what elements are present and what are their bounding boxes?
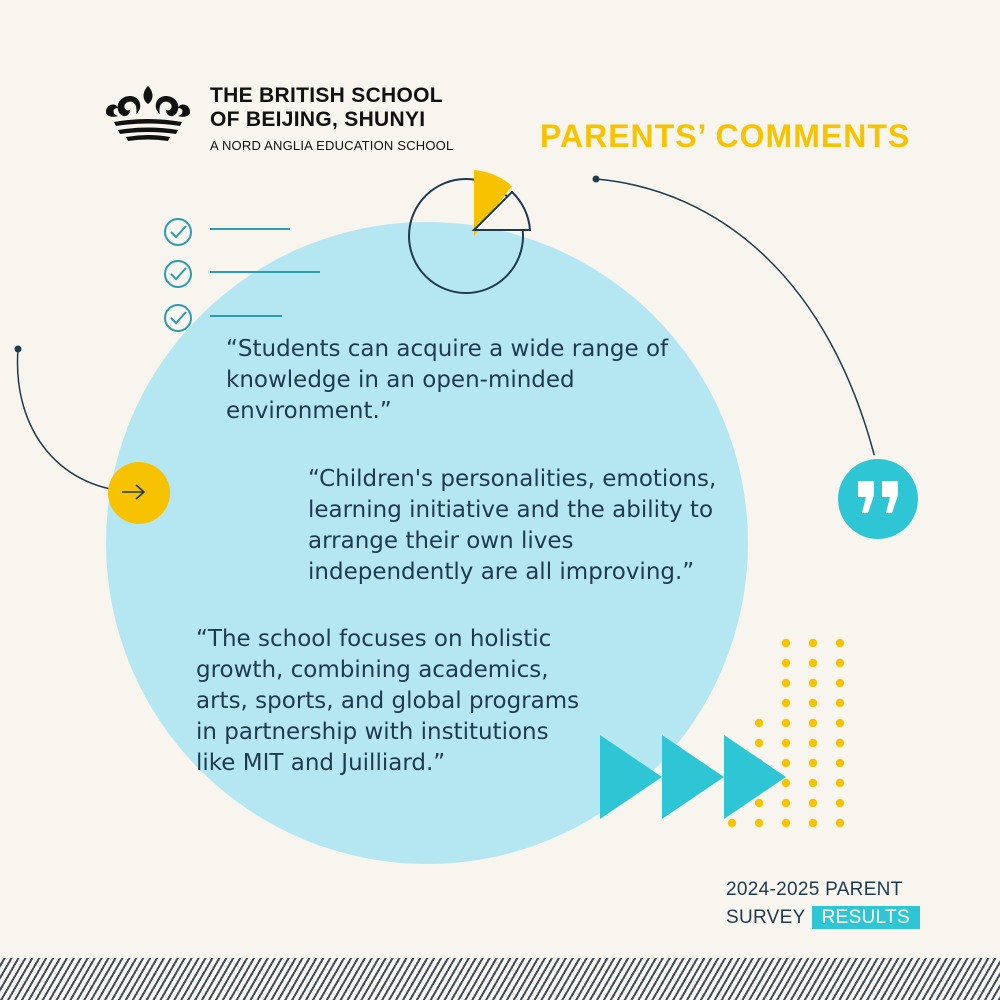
quote-line: knowledge in an open-minded	[226, 367, 575, 393]
yellow-dot	[809, 739, 817, 747]
school-name-line1: THE BRITISH SCHOOL	[210, 84, 443, 107]
yellow-dot	[755, 739, 763, 747]
yellow-dot	[836, 819, 844, 827]
checklist-icon	[165, 219, 320, 331]
yellow-dot	[755, 819, 763, 827]
results-badge: RESULTS	[812, 906, 920, 929]
footer-survey-label: SURVEY	[726, 907, 806, 928]
quote-3	[196, 624, 579, 779]
yellow-dot	[782, 719, 790, 727]
yellow-dot	[836, 639, 844, 647]
yellow-dot	[809, 659, 817, 667]
quote-line: environment.”	[226, 398, 392, 424]
quote-2	[308, 464, 716, 588]
quote-line: arts, sports, and global programs	[196, 688, 580, 714]
yellow-dot	[809, 639, 817, 647]
yellow-dot	[836, 719, 844, 727]
arrow-right-icon	[108, 462, 170, 524]
quote-marks-icon	[838, 459, 918, 539]
yellow-dot	[782, 639, 790, 647]
yellow-dot	[809, 799, 817, 807]
yellow-dot	[755, 719, 763, 727]
yellow-dot	[809, 779, 817, 787]
yellow-dot	[782, 659, 790, 667]
yellow-dot	[755, 799, 763, 807]
yellow-dot	[809, 819, 817, 827]
yellow-dot	[836, 679, 844, 687]
yellow-dot	[836, 699, 844, 707]
survey-footer	[726, 876, 920, 932]
quote-1	[226, 334, 668, 427]
yellow-dot	[836, 779, 844, 787]
yellow-dot	[782, 699, 790, 707]
footer-line2	[726, 904, 920, 932]
school-name-line2: OF BEIJING, SHUNYI	[210, 108, 426, 131]
footer-line1: 2024-2025 PARENT	[726, 879, 903, 900]
yellow-arrow-circle	[108, 462, 170, 524]
yellow-dot	[782, 799, 790, 807]
yellow-dot	[809, 679, 817, 687]
yellow-dot	[782, 759, 790, 767]
school-crest-icon	[100, 82, 196, 144]
yellow-dot	[782, 739, 790, 747]
yellow-dot	[782, 679, 790, 687]
quote-line: in partnership with institutions	[196, 719, 549, 745]
yellow-dot	[782, 819, 790, 827]
school-subtitle: A NORD ANGLIA EDUCATION SCHOOL	[210, 138, 454, 153]
pie-chart-icon	[409, 170, 530, 293]
yellow-dot	[782, 779, 790, 787]
yellow-dot	[809, 759, 817, 767]
quote-line: independently are all improving.”	[308, 559, 695, 585]
quote-badge	[834, 455, 922, 543]
page-title: PARENTS’ COMMENTS	[540, 118, 911, 154]
quote-line: like MIT and Juilliard.”	[196, 750, 446, 776]
yellow-dot	[836, 759, 844, 767]
quote-line: learning initiative and the ability to	[308, 497, 714, 523]
yellow-dot	[836, 659, 844, 667]
yellow-dot	[809, 719, 817, 727]
school-logo-text	[210, 84, 453, 153]
quote-line: growth, combining academics,	[196, 657, 549, 683]
bottom-stripe	[0, 958, 1000, 1000]
quote-line: “Students can acquire a wide range of	[226, 336, 669, 362]
yellow-dot	[809, 699, 817, 707]
quote-line: “The school focuses on holistic	[196, 626, 552, 652]
yellow-dot	[728, 819, 736, 827]
quote-line: “Children's personalities, emotions,	[308, 466, 717, 492]
yellow-dot	[836, 739, 844, 747]
quote-line: arrange their own lives	[308, 528, 574, 554]
yellow-dot	[836, 799, 844, 807]
